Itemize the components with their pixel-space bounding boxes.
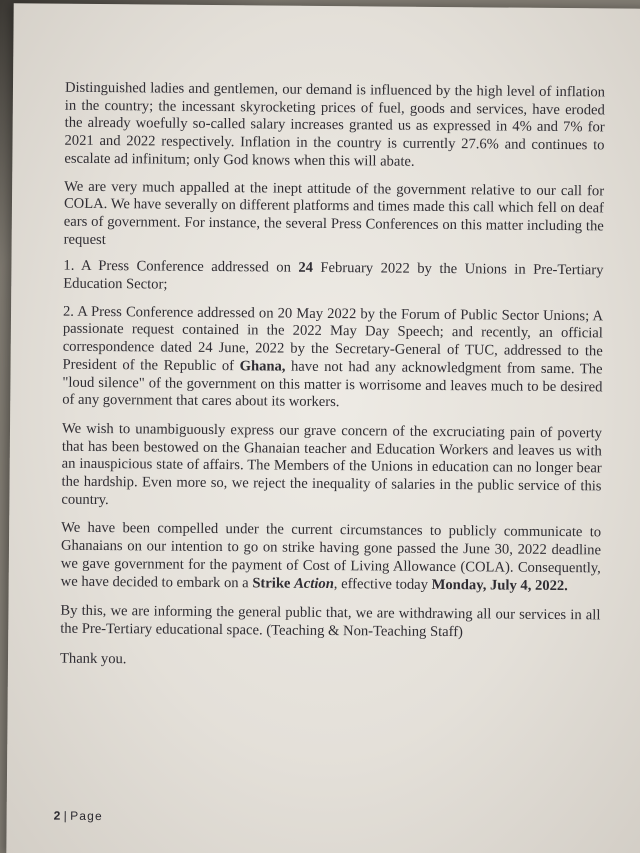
paragraph-concern: We wish to unambiguously express our grave concern of the excruciating pain of poverty that has been bestowed on the Ghanaian teacher and Education Workers and leaves us with an inauspicious state of affairs. The Members of the Unions in education can no longer bear the hardship. Even more so, we reject the inequality of salaries in the public service of this country.	[61, 420, 603, 508]
strike-middle: , effective today	[333, 575, 432, 593]
list-item-2-suffix: have not had any acknowledgment from same. The "loud silence" of the government on this matter is worrisome and leaves much to be desired of any government that cares about its workers.	[62, 358, 603, 411]
paragraph-strike-notice	[61, 520, 602, 596]
closing-thank-you: Thank you.	[59, 650, 127, 667]
strike-word: Strike	[252, 574, 291, 592]
list-item-1-prefix: 1. A Press Conference addressed on	[63, 258, 299, 277]
strike-date: Monday, July 4, 2022.	[431, 576, 568, 594]
page-number: 2	[53, 808, 61, 823]
paragraph-withdrawal: By this, we are informing the general public that, we are withdrawing all our services in all the Pre-Tertiary educational space. (Teaching & Non-Teaching Staff)	[60, 602, 601, 641]
strike-prefix: We have been compelled under the current circumstances to publicly communicate to Ghanaians on our intention to go on strike having gone passed the June 30, 2022 deadline we gave government for the payment of Cost of Living Allowance (COLA). Consequently, we have decided to embark on a	[60, 520, 602, 591]
page-separator: |	[60, 808, 71, 823]
list-item-1-suffix: February 2022 by the Unions in Pre-Tertiary Education Sector;	[63, 260, 604, 293]
list-item-press-conference-1	[63, 258, 603, 298]
paper-sheet	[6, 3, 640, 853]
page-word: Page	[70, 808, 104, 824]
page-footer	[54, 809, 103, 823]
paragraph-appalled: We are very much appalled at the inept attitude of the government relative to our call for COLA. We have severally on different platforms and times made this call which fell on deaf ears of government. For instance, the several Press Conferences on this matter including the request	[63, 178, 605, 248]
paragraph-inflation: Distinguished ladies and gentlemen, our demand is influenced by the high level of inflation in the country; the incessant skyrocketing prices of fuel, goods and services, have eroded the already woefully so-called salary increases granted us as expressed in 4% and 7% for 2021 and 2022 respectively. Inflation in the country is currently 27.6% and continues to escalate ad infinitum; only God knows when this will abate.	[64, 79, 606, 170]
action-word: Action	[294, 575, 334, 592]
page-content	[60, 80, 605, 673]
list-item-press-conference-2	[62, 303, 603, 414]
list-item-2-country: Ghana,	[239, 358, 286, 375]
list-item-2-prefix: 2. A Press Conference addressed on 20 May 2022 by the Forum of Public Sector Unions; A passionate request contained in the 2022 May Day Speech; and recently, an official correspondence dated 24 June, 2022 by the Secretary-General of TUC, addressed to the President of the Republic of	[62, 303, 604, 375]
list-item-1-date: 24	[298, 260, 314, 277]
